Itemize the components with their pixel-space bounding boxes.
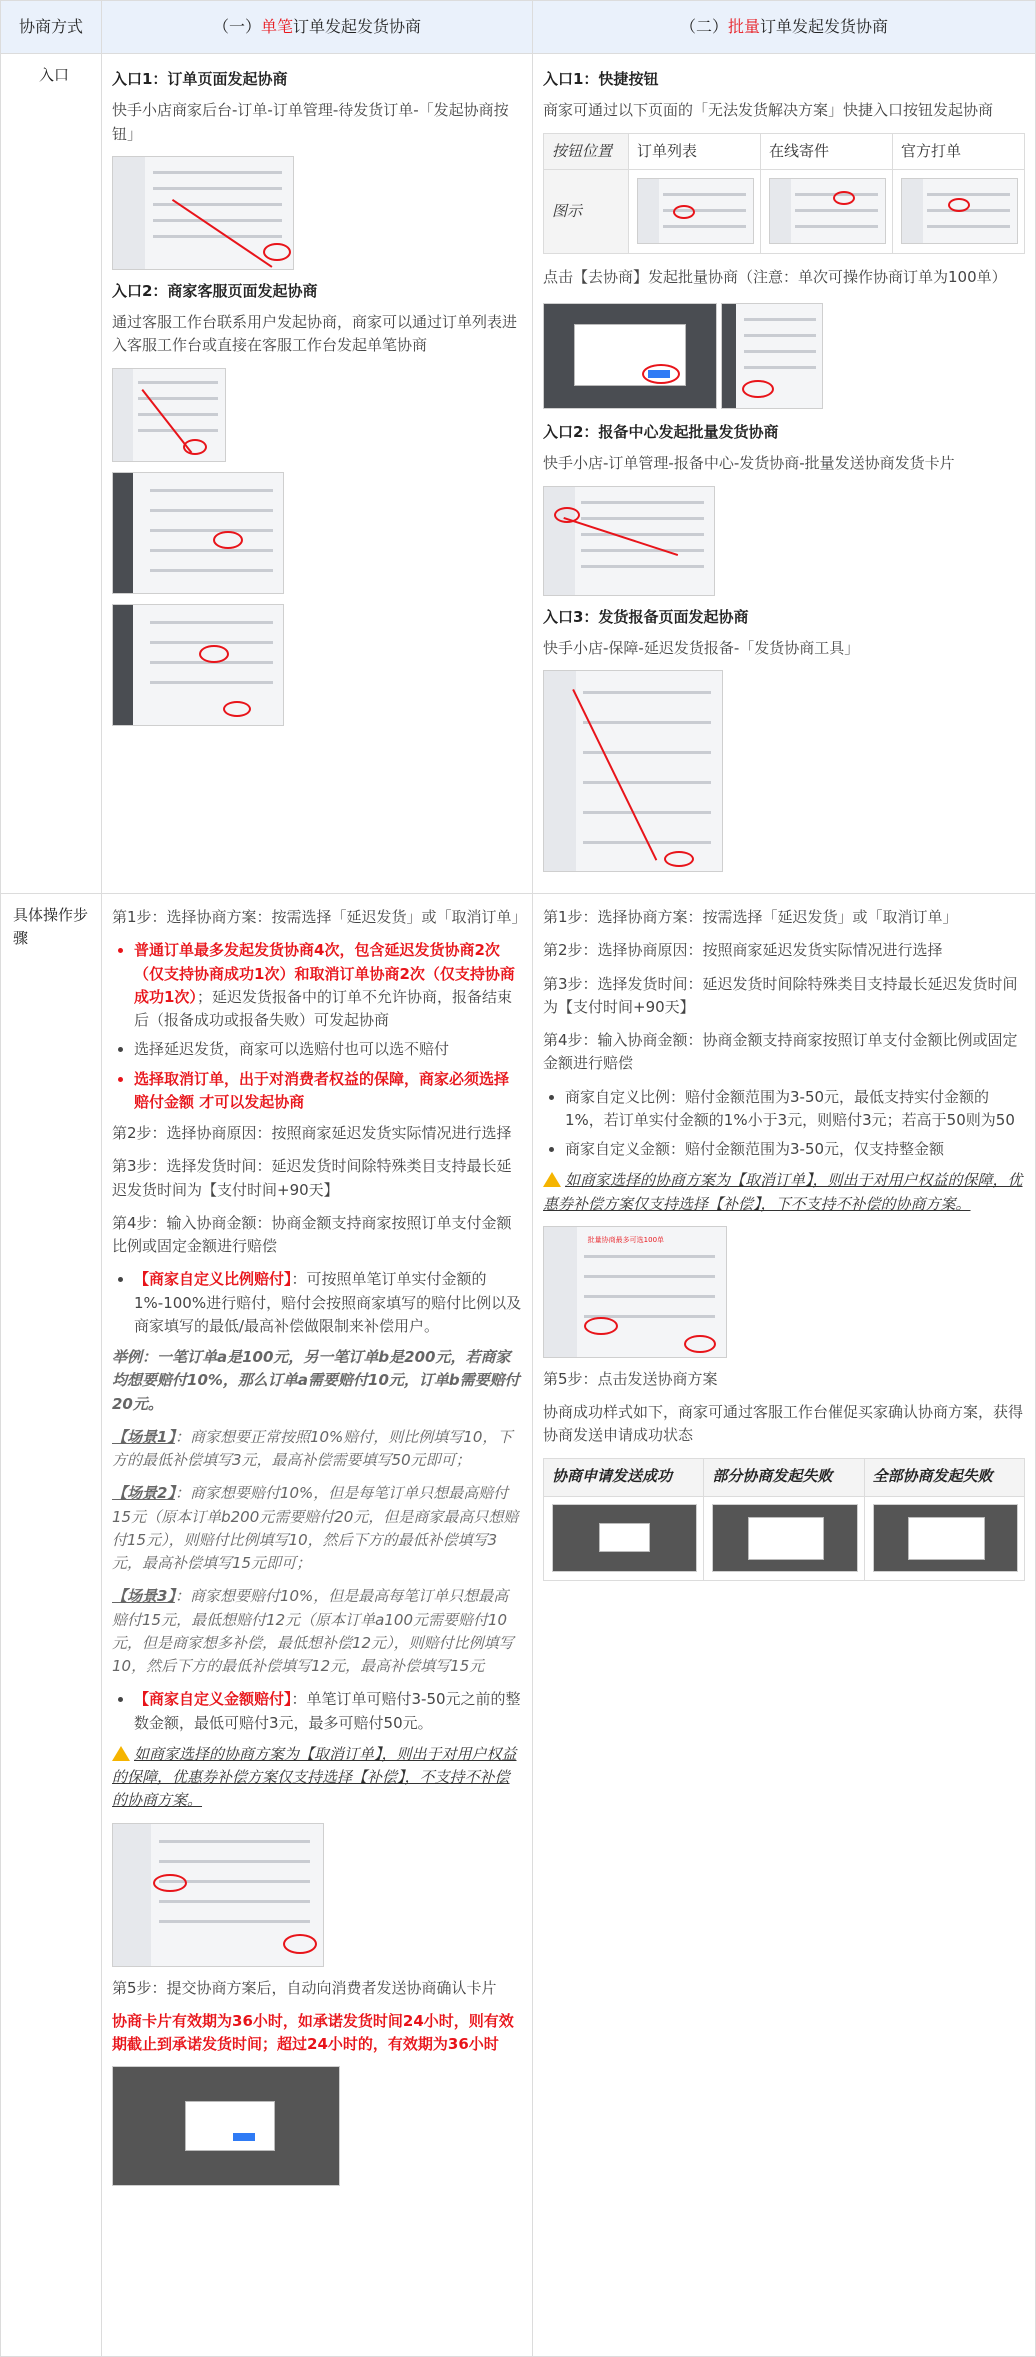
btn-table-h1: 订单列表	[629, 133, 761, 169]
single-scene3: 【场景3】：商家想要赔付10%，但是最高每笔订单只想最高赔付15元，最低想赔付12元（原本订单a100元需要赔付10元，但是商家想多补偿，最低想补偿12元），则赔付比例填写10，然后下方的最低补偿填写12元，最高补偿填写15元	[112, 1587, 514, 1675]
batch-entry1-title: 入口1：快捷按钮	[543, 70, 659, 88]
single-step4-item1: • 【商家自定义比例赔付】：可按照单笔订单实付金额的1%-100%进行赔付，赔付会按照商家填写的赔付比例以及商家填写的最低/最高补偿做限制来补偿用户。	[134, 1268, 522, 1338]
batch-step4-list	[543, 1086, 1025, 1162]
steps-row	[1, 894, 1036, 2357]
batch-go-screenshots	[543, 299, 1025, 419]
btn-table-r0: 图示	[544, 169, 629, 253]
entry-label: 入口	[1, 54, 102, 894]
screenshot-service-1	[112, 368, 226, 462]
batch-step4: 第4步：输入协商金额：协商金额支持商家按照订单支付金额比例或固定金额进行赔偿	[543, 1031, 1018, 1073]
screenshot-batch-modal	[543, 303, 717, 409]
single-warning: 如商家选择的协商方案为【取消订单】，则出于对用户权益的保障，优惠券补偿方案仅支持选择【补偿】，不支持不补偿的协商方案。	[112, 1744, 517, 1810]
batch-entry1-text: 商家可通过以下页面的「无法发货解决方案」快捷入口按钮发起协商	[543, 101, 994, 120]
single-entry1-title: 入口1：订单页面发起协商	[112, 70, 288, 88]
single-step5-red: 协商卡片有效期为36小时，如承诺发货时间24小时，则有效期截止到承诺发货时间；超过24小时的，有效期为36小时	[112, 2011, 514, 2053]
batch-steps-cell	[533, 894, 1036, 2357]
single-step3: 第3步：选择发货时间：延迟发货时间除特殊类目支持最长延迟发货时间为【支付时间+90天】	[112, 1157, 512, 1199]
screenshot-report-center	[543, 486, 715, 596]
batch-entry-cell	[533, 54, 1036, 894]
batch-entry3-title: 入口3：发货报备页面发起协商	[543, 607, 749, 626]
btn-img-order-list	[629, 169, 761, 253]
single-step1-item3: • 选择取消订单，出于对消费者权益的保障，商家必须选择赔付金额 才可以发起协商	[134, 1068, 522, 1115]
batch-entry3-text: 快手小店-保障-延迟发货报备-「发货协商工具」	[543, 638, 860, 657]
header-batch: （二）批量订单发起发货协商	[533, 1, 1036, 54]
warning-icon	[112, 1746, 130, 1761]
btn-table-h3: 官方打单	[893, 133, 1025, 169]
single-step1-item1: • 普通订单最多发起发货协商4次，包含延迟发货协商2次（仅支持协商成功1次）和取消订单协商2次（仅支持协商成功1次）；延迟发货报备中的订单不允许协商，报备结束后（报备成功或报备失败）可发起协商	[134, 939, 522, 1032]
button-position-table	[543, 133, 1025, 254]
batch-entry2-text: 快手小店-订单管理-报备中心-发货协商-批量发送协商发货卡片	[543, 454, 955, 473]
batch-step5: 第5步：点击发送协商方案	[543, 1369, 718, 1388]
batch-step1: 第1步：选择协商方案：按需选择「延迟发货」或「取消订单」	[543, 908, 958, 926]
screenshot-single-form	[112, 1823, 324, 1967]
result-all-fail: 全部协商发起失败	[864, 1458, 1024, 1496]
btn-table-h2: 在线寄件	[761, 133, 893, 169]
btn-img-official-print	[893, 169, 1025, 253]
single-step4-list2	[112, 1688, 522, 1735]
steps-label: 具体操作步骤	[1, 894, 102, 2357]
screenshot-confirm-card	[112, 2066, 340, 2186]
batch-step4-item2: • 商家自定义金额：赔付金额范围为3-50元，仅支持整金额	[565, 1138, 1025, 1161]
entry-row	[1, 54, 1036, 894]
result-partial-fail: 部分协商发起失败	[704, 1458, 864, 1496]
btn-img-online-mail	[761, 169, 893, 253]
single-entry1-text: 快手小店商家后台-订单-订单管理-待发货订单-「发起协商按钮」	[112, 101, 509, 143]
single-step4: 第4步：输入协商金额：协商金额支持商家按照订单支付金额比例或固定金额进行赔偿	[112, 1213, 512, 1255]
result-img-success	[544, 1496, 704, 1580]
screenshot-service-3	[112, 604, 284, 726]
screenshot-service-2	[112, 472, 284, 594]
result-table	[543, 1458, 1025, 1581]
batch-step3: 第3步：选择发货时间：延迟发货时间除特殊类目支持最长延迟发货时间为【支付时间+90天】	[543, 974, 1018, 1016]
screenshot-batch-form	[543, 1226, 727, 1358]
single-scene1: 【场景1】：商家想要正常按照10%赔付，则比例填写10，下方的最低补偿填写3元，最高补偿需要填写50元即可；	[112, 1427, 513, 1469]
batch-entry2-title: 入口2：报备中心发起批量发货协商	[543, 423, 779, 441]
single-example: 举例：一笔订单a是100元，另一笔订单b是200元，若商家均想要赔付10%，那么订单a需要赔付10元，订单b需要赔付20元。	[112, 1348, 520, 1413]
btn-table-h0: 按钮位置	[544, 133, 629, 169]
batch-go-text: 点击【去协商】发起批量协商（注意：单次可操作协商订单为100单）	[543, 267, 1007, 286]
single-step2: 第2步：选择协商原因：按照商家延迟发货实际情况进行选择	[112, 1124, 512, 1142]
batch-step2: 第2步：选择协商原因：按照商家延迟发货实际情况进行选择	[543, 941, 943, 960]
result-img-partial	[704, 1496, 864, 1580]
single-step1: 第1步：选择协商方案：按需选择「延迟发货」或「取消订单」	[112, 908, 527, 926]
batch-step5-text: 协商成功样式如下，商家可通过客服工作台催促买家确认协商方案，获得协商发送申请成功状态	[543, 1403, 1024, 1445]
header-row	[1, 1, 1036, 54]
single-steps-cell	[102, 894, 533, 2357]
header-method: 协商方式	[1, 1, 102, 54]
result-img-all	[864, 1496, 1024, 1580]
screenshot-order-page	[112, 156, 294, 270]
batch-step4-item1: • 商家自定义比例：赔付金额范围为3-50元，最低支持实付金额的1%，若订单实付金额的1%小于3元，则赔付3元；若高于50则为50	[565, 1086, 1025, 1133]
single-entry2-text: 通过客服工作台联系用户发起协商，商家可以通过订单列表进入客服工作台或直接在客服工作台发起单笔协商	[112, 313, 518, 355]
batch-warning: 如商家选择的协商方案为【取消订单】，则出于对用户权益的保障，优惠券补偿方案仅支持选择【补偿】，下不支持不补偿的协商方案。	[543, 1171, 1023, 1213]
single-scene2: 【场景2】：商家想要赔付10%，但是每笔订单只想最高赔付15元（原本订单b200元需要赔付20元，但是商家最高只想赔付15元），则赔付比例填写10，然后下方的最低补偿填写3元，最高补偿填写15元即可；	[112, 1484, 519, 1572]
result-success: 协商申请发送成功	[544, 1458, 704, 1496]
single-entry-cell	[102, 54, 533, 894]
screenshot-batch-list	[721, 303, 823, 409]
single-step4-list	[112, 1268, 522, 1338]
warning-icon	[543, 1172, 561, 1187]
single-step1-item2: • 选择延迟发货，商家可以选赔付也可以选不赔付	[134, 1038, 522, 1061]
header-single: （一）单笔订单发起发货协商	[102, 1, 533, 54]
screenshot-delay-report	[543, 670, 723, 872]
single-step5: 第5步：提交协商方案后，自动向消费者发送协商确认卡片	[112, 1978, 497, 1997]
single-step4-item2: • 【商家自定义金额赔付】：单笔订单可赔付3-50元之前的整数金额，最低可赔付3元，最多可赔付50元。	[134, 1688, 522, 1735]
single-step1-list	[112, 939, 522, 1114]
screenshot-banner: 批量协商最多可选100单	[587, 1235, 665, 1244]
single-entry2-title: 入口2：商家客服页面发起协商	[112, 281, 318, 300]
